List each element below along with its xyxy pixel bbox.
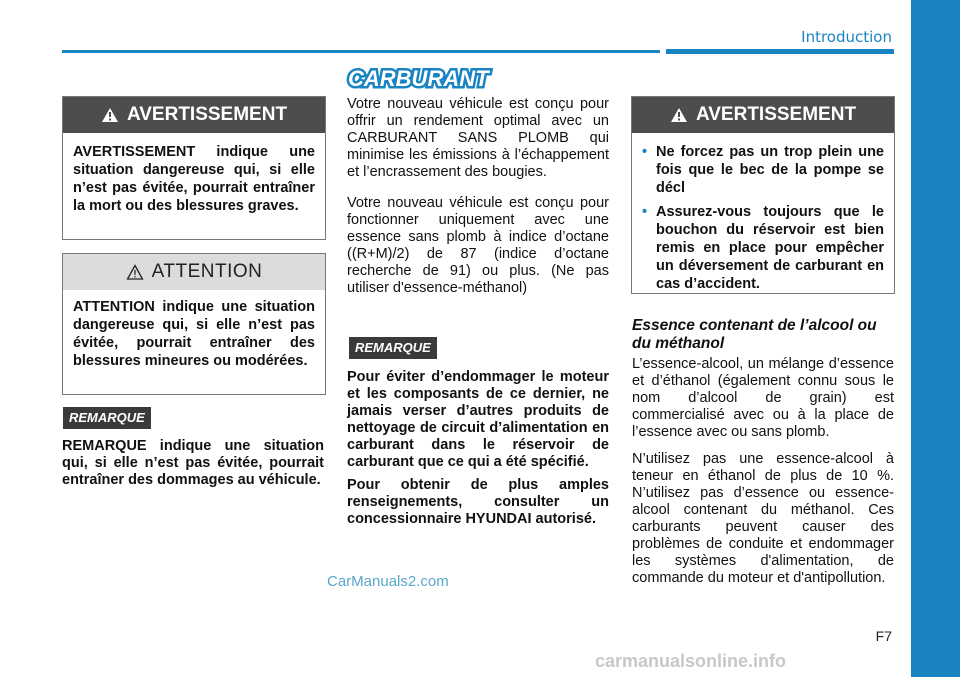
mid-notice-paragraph-1: Pour éviter d’endommager le moteur et les composants de ce dernier, ne jamais verser d’autres produits de nettoyage de circuit d’alimentation en carburant dans le réservoir de carburant que ce qui a été spécifié. [347,369,609,470]
warning-box-text: AVERTISSEMENT indique une situation dangereuse qui, si elle n’est pas évitée, pourrait entraîner la mort ou des blessures graves. [73,144,315,214]
warning-triangle-icon [670,107,688,123]
notice-text: REMARQUE indique une situation qui, si elle n’est pas évitée, pourrait entraîner des dommages au véhicule. [62,438,324,488]
alcohol-paragraph-2: N’utilisez pas une essence-alcool à teneur en éthanol de plus de 10 %. N’utilisez pas d’essence ou essence-alcool contenant du méthanol. Ces carburants peuvent causer des problèmes de conduite et endommager les systèmes d'alimentation, de commande du moteur et d'antipollution. [632,451,894,586]
warning-triangle-icon [101,107,119,123]
page-number: F7 [875,628,892,644]
page-title-graphic [348,64,489,94]
section-title: Introduction [801,28,892,46]
caution-box-text: ATTENTION indique une situation dangereuse qui, si elle n’est pas évitée, pourrait entraîner des blessures mineures ou modérées. [73,299,315,369]
warning-box [62,96,326,240]
watermark-link[interactable]: CarManuals2.com [327,573,449,590]
right-warning-box-header [632,97,894,133]
footer-watermark: carmanualsonline.info [595,651,787,671]
warning-box-header [63,97,325,133]
caution-triangle-icon [126,264,144,280]
caution-box [62,253,326,395]
warning-item-text: Assurez-vous toujours que le bouchon du réservoir est bien remis en place pour empêcher un déversement de carburant en cas d’accident. [656,204,884,292]
bullet-icon: • [642,144,648,160]
caution-box-header [63,254,325,290]
alcohol-subheading: Essence contenant de l’alcool ou du méthanol [632,317,877,352]
fuel-paragraph-2: Votre nouveau véhicule est conçu pour fonctionner uniquement avec une essence sans plomb à indice d’octane ((R+M)/2) de 87 (indice d’octane recherche de 91) ou plus. (Ne pas utiliser d'essence-méthanol) [347,195,609,296]
svg-text:CARBURANT: CARBURANT [348,66,489,91]
page-title [348,64,489,99]
fuel-intro [347,96,609,311]
warning-item-text: Ne forcez pas un trop plein une fois que le bec de la pompe se décl [656,144,884,196]
right-warning-box-body [632,133,894,309]
fuel-paragraph-1: Votre nouveau véhicule est conçu pour offrir un rendement optimal avec un CARBURANT SANS PLOMB qui minimise les émissions à l’échappement et l’encrassement des bougies. [347,96,609,180]
mid-notice-badge: REMARQUE [349,337,437,359]
mid-notice-paragraph-2: Pour obtenir de plus amples renseignements, consulter un concessionnaire HYUNDAI autorisé. [347,477,609,527]
bullet-icon: • [642,204,648,220]
notice-badge: REMARQUE [63,407,151,429]
warning-item [642,143,884,197]
header-rule-left [62,50,660,53]
header-rule-right [666,49,894,54]
alcohol-paragraph-1: L’essence-alcool, un mélange d’essence et d’éthanol (également connu sous le nom d’alcool de grain) est commercialisé avec ou à la place de l’essence avec ou sans plomb. [632,356,894,440]
mid-notice [347,369,609,542]
right-warning-box [631,96,895,294]
right-warning-box-title: AVERTISSEMENT [695,104,857,125]
caution-box-title: ATTENTION [151,261,263,282]
alcohol-text [632,356,894,601]
chapter-side-bar [911,0,960,677]
warning-box-title: AVERTISSEMENT [126,104,288,125]
warning-item [642,203,884,293]
